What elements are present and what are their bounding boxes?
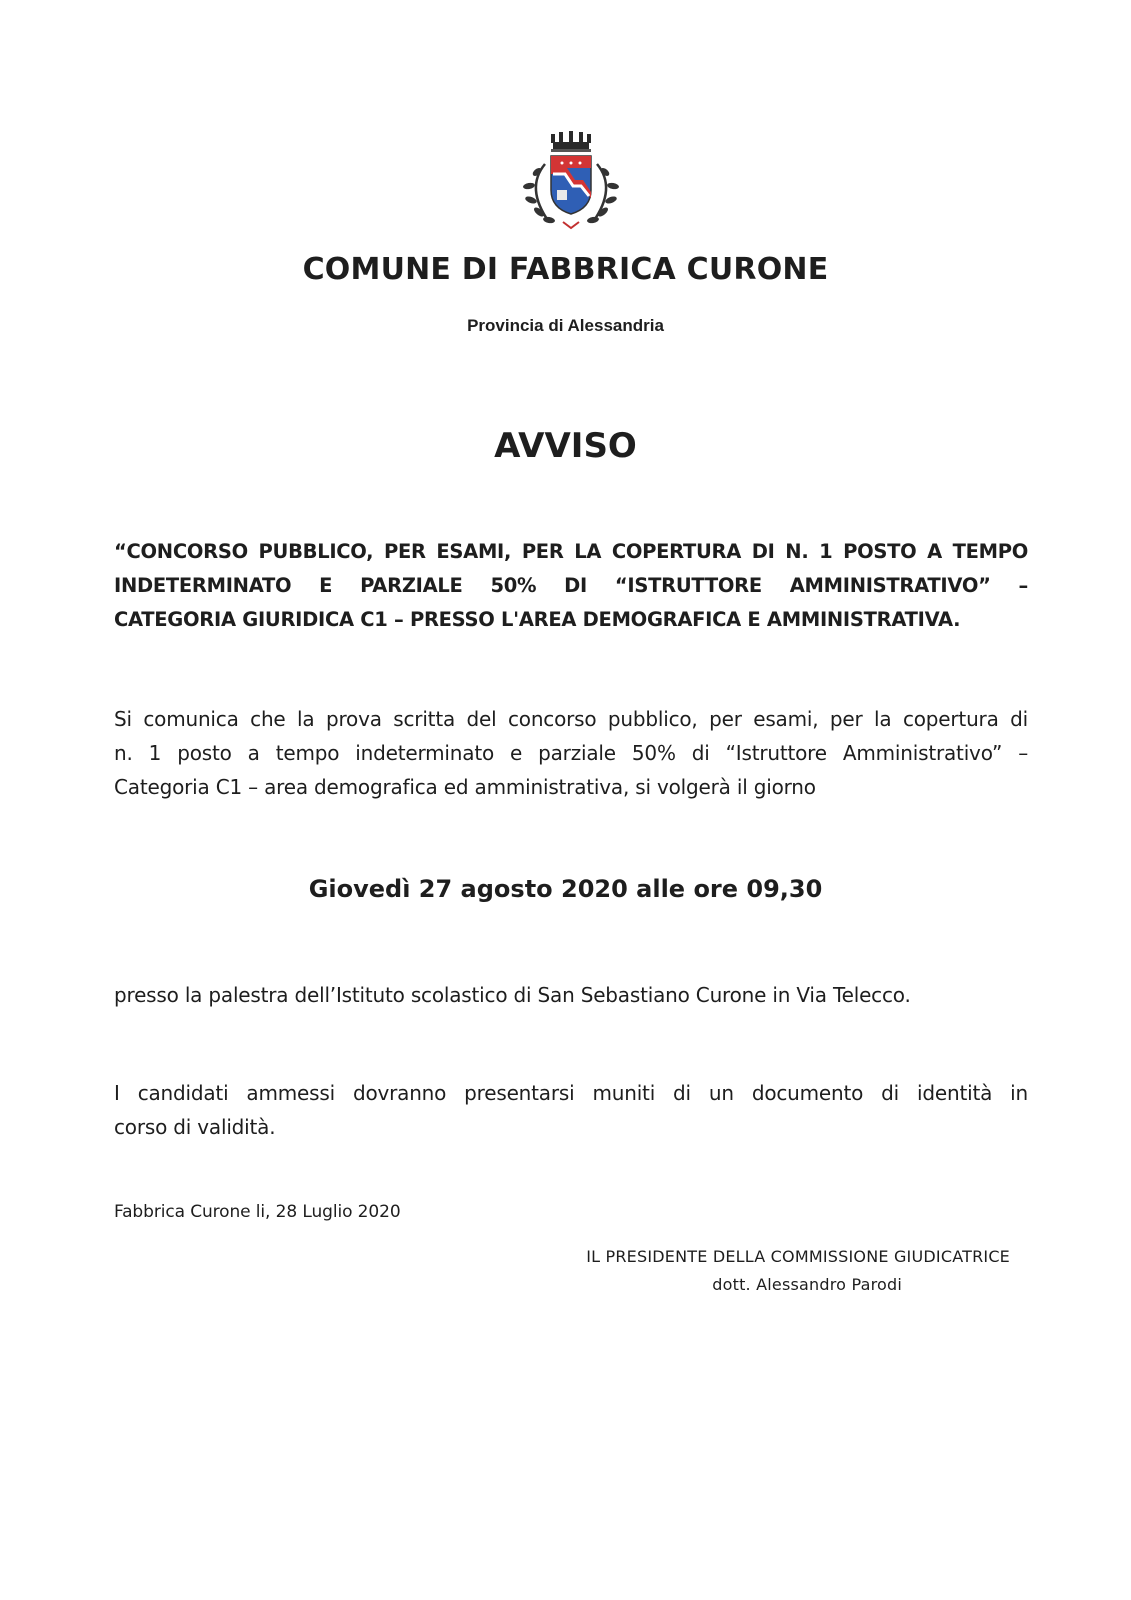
municipality-title: COMUNE DI FABBRICA CURONE bbox=[302, 252, 829, 287]
intro-paragraph bbox=[114, 702, 1028, 804]
municipal-coat-of-arms-icon bbox=[515, 128, 627, 232]
requirement-paragraph bbox=[114, 1076, 1028, 1144]
signatory-name: dott. Alessandro Parodi bbox=[712, 1275, 902, 1294]
location-line: presso la palestra dell’Istituto scolastico di San Sebastiano Curone in Via Telecco. bbox=[114, 983, 911, 1007]
intro-line: n. 1 posto a tempo indeterminato e parziale 50% di “Istruttore Amministrativo” – bbox=[114, 741, 1028, 765]
intro-line: Si comunica che la prova scritta del concorso pubblico, per esami, per la copertura di bbox=[114, 707, 1028, 731]
province-subtitle: Provincia di Alessandria bbox=[467, 316, 664, 335]
intro-line: Categoria C1 – area demografica ed amministrativa, si volgerà il giorno bbox=[114, 775, 816, 799]
signature-block bbox=[560, 1243, 1010, 1299]
place-date: Fabbrica Curone li, 28 Luglio 2020 bbox=[114, 1202, 401, 1222]
competition-heading bbox=[114, 535, 1028, 637]
heading-line: CATEGORIA GIURIDICA C1 – PRESSO L'AREA DEMOGRAFICA E AMMINISTRATIVA. bbox=[114, 608, 961, 631]
exam-datetime: Giovedì 27 agosto 2020 alle ore 09,30 bbox=[308, 875, 823, 903]
location-paragraph bbox=[114, 978, 1028, 1012]
signatory-role: IL PRESIDENTE DELLA COMMISSIONE GIUDICATRICE bbox=[586, 1247, 1010, 1266]
notice-label: AVVISO bbox=[494, 426, 637, 466]
heading-line: “CONCORSO PUBBLICO, PER ESAMI, PER LA COPERTURA DI N. 1 POSTO A TEMPO bbox=[114, 540, 1028, 563]
requirement-line: I candidati ammessi dovranno presentarsi muniti di un documento di identità in bbox=[114, 1081, 1028, 1105]
requirement-line: corso di validità. bbox=[114, 1115, 276, 1139]
heading-line: INDETERMINATO E PARZIALE 50% DI “ISTRUTTORE AMMINISTRATIVO” – bbox=[114, 574, 1028, 597]
